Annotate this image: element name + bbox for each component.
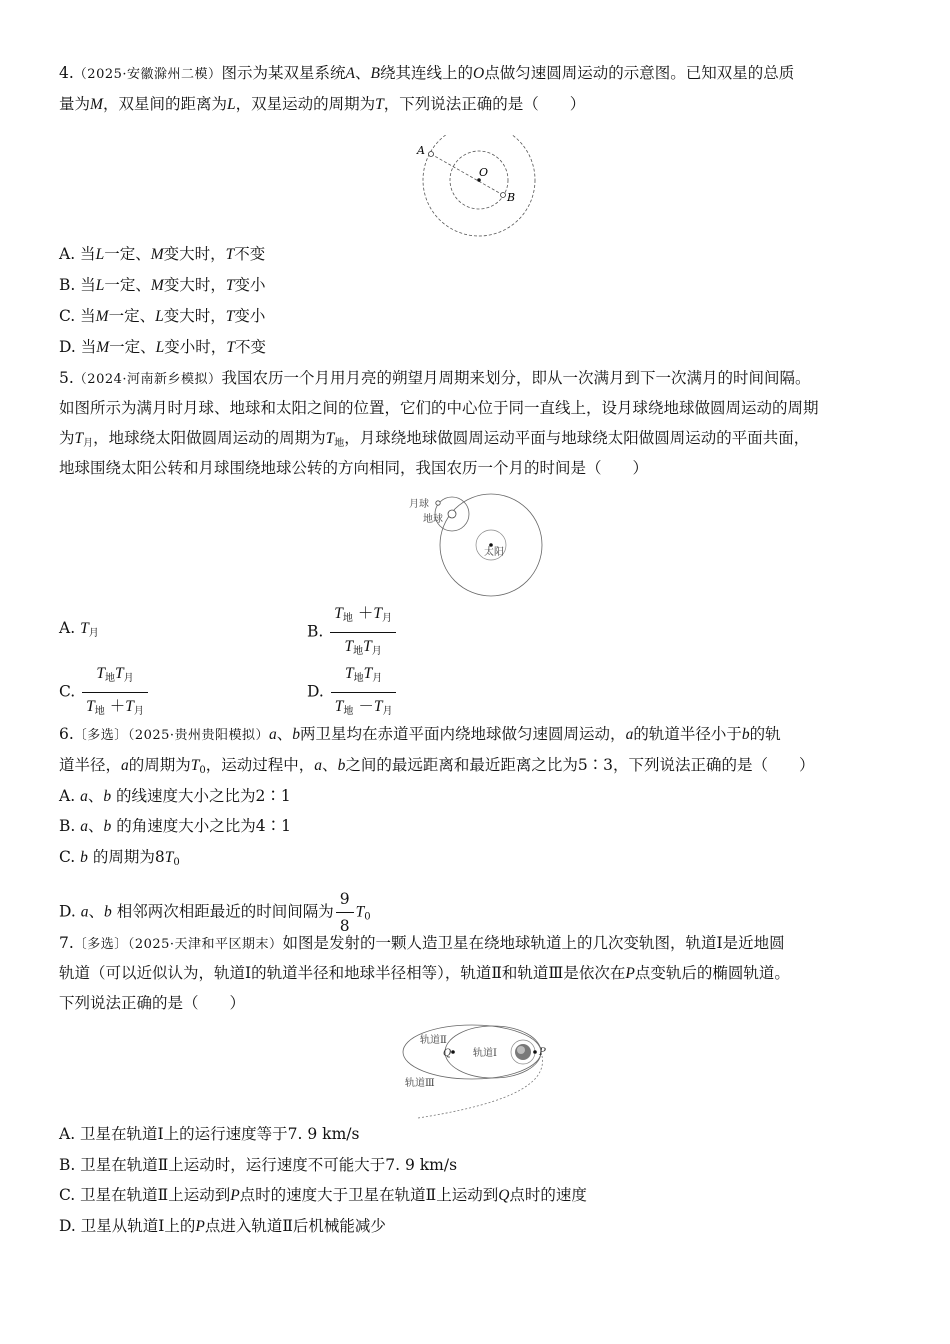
question-number: 7. [59,934,74,952]
fraction: $\frac{T_地 +T_月}{T_地T_月}$ [330,602,396,663]
question-number: 6. [59,725,74,743]
outer-orbit [423,135,535,236]
q6-line-2: 道半径，a的周期为$T_0$，运动过程中，a、b之间的最远距离和最近距离之比为5∶3，下列说法正确的是（ ） [59,756,815,776]
q7-option-c: C. 卫星在轨道Ⅱ上运动到P点时的速度大于卫星在轨道Ⅱ上运动到Q点时的速度 [59,1186,587,1204]
q5-option-b: B. $\frac{T_地 +T_月}{T_地T_月}$ [307,602,398,663]
q7-line-3: 下列说法正确的是（ ） [59,994,246,1012]
multi-select-tag: 〔多选〕 [73,728,128,743]
q7-option-a: A. 卫星在轨道Ⅰ上的运行速度等于7. 9 km/s [59,1125,360,1143]
label-orbit-1: 轨道Ⅰ [473,1048,497,1059]
moon [436,501,440,505]
moon-earth-sun-diagram [405,488,550,600]
q6-option-c: C. b 的周期为$8T_0$ [59,848,180,868]
q6-option-b: B. a、b 的角速度大小之比为4∶1 [59,817,291,835]
earth [448,510,456,518]
question-number: 4. [59,64,74,82]
q5-line-3: 为$T_月$，地球绕太阳做圆周运动的周期为$T_地$，月球绕地球做圆周运动平面与地球绕太阳做圆周运动的平面共面， [59,429,810,449]
label-sun: 太阳 [484,547,504,558]
label-moon: 月球 [409,499,429,510]
question-source: （2025·贵州贵阳模拟） [127,728,270,743]
fraction: $\frac{9}{8}$ [336,888,354,937]
q4-option-a: A. 当L一定、M变大时，T不变 [59,245,266,263]
fraction: $\frac{T_地T_月}{T_地 -T_月}$ [331,662,397,723]
binary-star-diagram [410,135,550,245]
label-a: A [417,144,425,157]
fraction: $\frac{T_地T_月}{T_地 +T_月}$ [82,662,148,723]
question-number: 5. [59,369,74,387]
label-p: P [539,1047,546,1058]
question-source: （2025·天津和平区期末） [127,937,283,952]
q6-option-a: A. a、b 的线速度大小之比为2∶1 [59,787,291,805]
q4-option-d: D. 当M一定、L变小时，T不变 [59,338,266,356]
label-o: O [479,166,489,179]
star-b [501,193,506,198]
q7-line-1: 7.〔多选〕（2025·天津和平区期末）如图是发射的一颗人造卫星在绕地球轨道上的几次变轨图，轨道Ⅰ是近地圆 [59,934,785,952]
question-source: （2024·河南新乡模拟） [73,372,222,387]
question-source: （2025·安徽滁州二模） [73,67,222,82]
point-p [533,1050,537,1054]
label-orbit-2: 轨道Ⅱ [420,1035,447,1046]
q6-line-1: 6.〔多选〕（2025·贵州贵阳模拟）a、b两卫星均在赤道平面内绕地球做匀速圆周运动，a的轨道半径小于b的轨 [59,725,781,743]
q7-option-b: B. 卫星在轨道Ⅱ上运动时，运行速度不可能大于7. 9 km/s [59,1156,458,1174]
star-a [429,152,434,157]
orbit-transfer-diagram [400,1020,560,1120]
label-earth: 地球 [423,514,443,525]
label-b: B [507,191,516,204]
label-orbit-3: 轨道Ⅲ [405,1078,435,1089]
q5-line-4: 地球围绕太阳公转和月球围绕地球公转的方向相同，我国农历一个月的时间是（ ） [59,459,649,477]
q7-option-d: D. 卫星从轨道Ⅰ上的P点进入轨道Ⅱ后机械能减少 [59,1217,386,1235]
q4-line-2: 量为M，双星间的距离为L，双星运动的周期为T，下列说法正确的是（ ） [59,95,586,113]
label-q: Q [443,1048,452,1059]
point-q [451,1050,455,1054]
q6-option-d: D. a、b 相邻两次相距最近的时间间隔为 $\frac{9}{8}$ $T_0$ [59,890,371,935]
q5-option-a: A. $T_月$ [59,619,99,639]
q4-option-c: C. 当M一定、L变大时，T变小 [59,307,266,325]
q5-line-1: 5.（2024·河南新乡模拟）我国农历一个月用月亮的朔望月周期来划分，即从一次满月到下一次满月的时间间隔。 [59,369,811,387]
q7-line-2: 轨道（可以近似认为，轨道Ⅰ的轨道半径和地球半径相等），轨道Ⅱ和轨道Ⅲ是依次在P点变轨后的椭圆轨道。 [59,964,790,982]
q5-option-c: C. $\frac{T_地T_月}{T_地 +T_月}$ [59,662,150,723]
q5-line-2: 如图所示为满月时月球、地球和太阳之间的位置，它们的中心位于同一直线上，设月球绕地球做圆周运动的周期 [59,399,819,417]
connecting-line [431,154,503,195]
q4-option-b: B. 当L一定、M变大时，T变小 [59,276,266,294]
multi-select-tag: 〔多选〕 [73,937,128,952]
orbit-3 [418,1052,543,1118]
q4-line-1: 4.（2025·安徽滁州二模）图示为某双星系统A、B绕其连线上的O点做匀速圆周运动的示意图。已知双星的总质 [59,64,795,82]
q5-option-d: D. $\frac{T_地T_月}{T_地 -T_月}$ [307,662,398,723]
